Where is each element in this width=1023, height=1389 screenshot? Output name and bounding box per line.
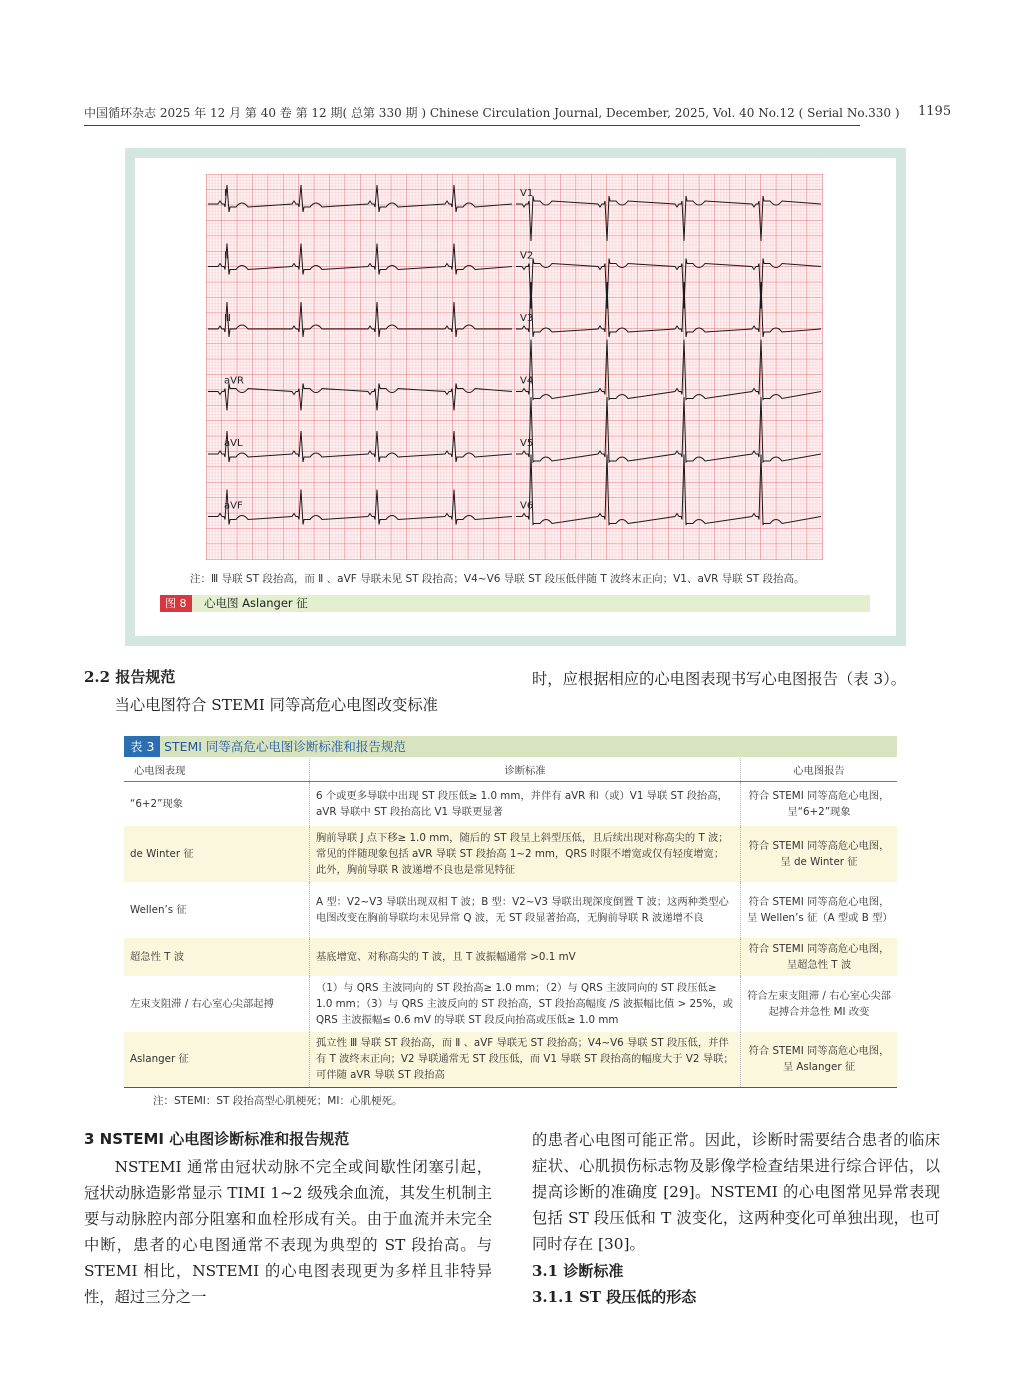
lead-label-left: Ⅰ bbox=[224, 188, 227, 199]
lead-label-right: V3 bbox=[520, 313, 534, 324]
section-3-1-heading: 3.1 诊断标准 bbox=[532, 1262, 624, 1280]
lead-label-left: Ⅲ bbox=[224, 313, 231, 324]
table-cell-criteria: 基底增宽、对称高尖的 T 波，且 T 波振幅通常 >0.1 mV bbox=[310, 938, 741, 976]
lead-label-left: Ⅱ bbox=[224, 250, 229, 262]
table-row bbox=[124, 826, 897, 882]
table-cell-pattern: de Winter 征 bbox=[124, 826, 310, 882]
table-label: 表 3 bbox=[124, 736, 160, 757]
section-2-2-text-left bbox=[84, 692, 492, 718]
paragraph: 当心电图符合 STEMI 同等高危心电图改变标准 bbox=[114, 696, 438, 714]
table-row bbox=[124, 938, 897, 976]
table-cell-pattern: Wellen’s 征 bbox=[130, 903, 187, 916]
lead-label-right: V5 bbox=[520, 438, 534, 449]
table-row bbox=[124, 782, 897, 826]
lead-label-right: V1 bbox=[520, 188, 534, 199]
section-2-2-text-right bbox=[532, 666, 940, 692]
table-cell-criteria: 胸前导联 J 点下移≥ 1.0 mm，随后的 ST 段呈上斜型压低，且后续出现对称高尖的 T 波；常见的伴随现象包括 aVR 导联 ST 段抬高 1~2 mm，QRS 时限不增宽或仅有轻度增宽；此外，胸前导联 R 波递增不良也是常见特征 bbox=[310, 826, 741, 882]
paragraph: 时，应根据相应的心电图表现书写心电图报告（表 3）。 bbox=[532, 670, 907, 688]
running-header: 中国循环杂志 2025 年 12 月 第 40 卷 第 12 期( 总第 330 期 ) Chinese Circulation Journal, December, 2025, Vol. 40 No.12 ( Serial No.330 ) bbox=[84, 104, 860, 126]
table-cell-report: 符合 STEMI 同等高危心电图，呈 de Winter 征 bbox=[741, 826, 898, 882]
section-3-text-left bbox=[84, 1154, 492, 1310]
paragraph: NSTEMI 通常由冠状动脉不完全或间歇性闭塞引起，冠状动脉造影常显示 TIMI 1~2 级残余血流，其发生机制主要与动脉腔内部分阻塞和血栓形成有关。由于血流并未完全中断，患者的心电图通常不表现为典型的 ST 段抬高。与 STEMI 相比，NSTEMI 的心电图表现更为多样且非特异性，超过三分之一 bbox=[84, 1158, 492, 1306]
table-cell-pattern: 左束支阻滞 / 右心室心尖部起搏 bbox=[130, 997, 274, 1010]
table-note: 注：STEMI：ST 段抬高型心肌梗死；MI：心肌梗死。 bbox=[153, 1095, 403, 1107]
section-3-1-1-heading: 3.1.1 ST 段压低的形态 bbox=[532, 1288, 697, 1306]
page-number: 1195 bbox=[918, 104, 952, 119]
lead-label-left: aVR bbox=[224, 375, 244, 387]
table-cell-report: 符合 STEMI 同等高危心电图，呈“6+2”现象 bbox=[741, 782, 898, 826]
table-cell-report: 符合 STEMI 同等高危心电图，呈 Aslanger 征 bbox=[741, 1032, 898, 1088]
table-header-cell: 诊断标准 bbox=[310, 758, 741, 782]
table-row bbox=[124, 1032, 897, 1088]
lead-label-left: aVF bbox=[224, 500, 243, 512]
table-cell-pattern: Aslanger 征 bbox=[124, 1032, 310, 1088]
section-2-2-heading: 2.2 报告规范 bbox=[84, 668, 176, 686]
table-title: STEMI 同等高危心电图诊断标准和报告规范 bbox=[164, 739, 406, 754]
table-cell-criteria: 孤立性 Ⅲ 导联 ST 段抬高，而 Ⅱ 、aVF 导联无 ST 段抬高；V4~V6 导联 ST 段压低，并伴有 T 波终末正向；V2 导联通常无 ST 段压低，而 V1 导联 ST 段抬高的幅度大于 V2 导联；可伴随 aVR 导联 ST 段抬高 bbox=[310, 1032, 741, 1088]
table-cell-report: 符合 STEMI 同等高危心电图，呈超急性 T 波 bbox=[741, 938, 898, 976]
figure-title: 心电图 Aslanger 征 bbox=[204, 596, 308, 610]
section-3-text-right bbox=[532, 1127, 940, 1257]
table-header-row bbox=[124, 758, 897, 782]
lead-label-right: V4 bbox=[520, 375, 534, 387]
table-row bbox=[124, 976, 897, 1032]
lead-label-right: V2 bbox=[520, 250, 534, 262]
table-cell-criteria: 6 个或更多导联中出现 ST 段压低≥ 1.0 mm，并伴有 aVR 和（或）V1 导联 ST 段抬高，aVR 导联中 ST 段抬高比 V1 导联更显著 bbox=[310, 782, 741, 826]
table-cell-pattern: 超急性 T 波 bbox=[124, 938, 310, 976]
table-header-cell: 心电图表现 bbox=[124, 758, 310, 782]
table-cell-report: 符合 STEMI 同等高危心电图，呈 Wellen’s 征（A 型或 B 型） bbox=[741, 882, 898, 938]
ecg-figure bbox=[206, 174, 823, 560]
table-header-cell: 心电图报告 bbox=[741, 758, 898, 782]
table-cell-pattern: “6+2”现象 bbox=[130, 797, 183, 810]
figure-note: 注：Ⅲ 导联 ST 段抬高，而 Ⅱ 、aVF 导联未见 ST 段抬高；V4~V6 导联 ST 段压低伴随 T 波终末正向；V1、aVR 导联 ST 段抬高。 bbox=[190, 573, 805, 585]
criteria-table bbox=[124, 758, 897, 1088]
lead-label-left: aVL bbox=[224, 438, 243, 449]
lead-label-right: V6 bbox=[520, 500, 534, 512]
table-row bbox=[124, 882, 897, 938]
table-cell-criteria: A 型：V2~V3 导联出现双相 T 波；B 型：V2~V3 导联出现深度倒置 T 波；这两种类型心电图改变在胸前导联均未见异常 Q 波，无 ST 段显著抬高，无胸前导联 R 波递增不良 bbox=[310, 882, 741, 938]
figure-label: 图 8 bbox=[160, 595, 192, 612]
ecg-grid bbox=[206, 174, 823, 560]
paragraph: 的患者心电图可能正常。因此，诊断时需要结合患者的临床症状、心肌损伤标志物及影像学检查结果进行综合评估，以提高诊断的准确度 [29]。NSTEMI 的心电图常见异常表现包括 ST 段压低和 T 波变化，这两种变化可单独出现，也可同时存在 [30]。 bbox=[532, 1131, 940, 1253]
section-3-heading: 3 NSTEMI 心电图诊断标准和报告规范 bbox=[84, 1130, 350, 1148]
table-cell-criteria: （1）与 QRS 主波同向的 ST 段抬高≥ 1.0 mm；（2）与 QRS 主波同向的 ST 段压低≥ 1.0 mm；（3）与 QRS 主波反向的 ST 段抬高，ST 段抬高幅度 /S 波振幅比值 > 25%，或 QRS 主波振幅≤ 0.6 mV 的导联 ST 段反向抬高或压低≥ 1.0 mm bbox=[310, 976, 741, 1032]
table-cell-report: 符合左束支阻滞 / 右心室心尖部起搏合并急性 MI 改变 bbox=[741, 976, 898, 1032]
